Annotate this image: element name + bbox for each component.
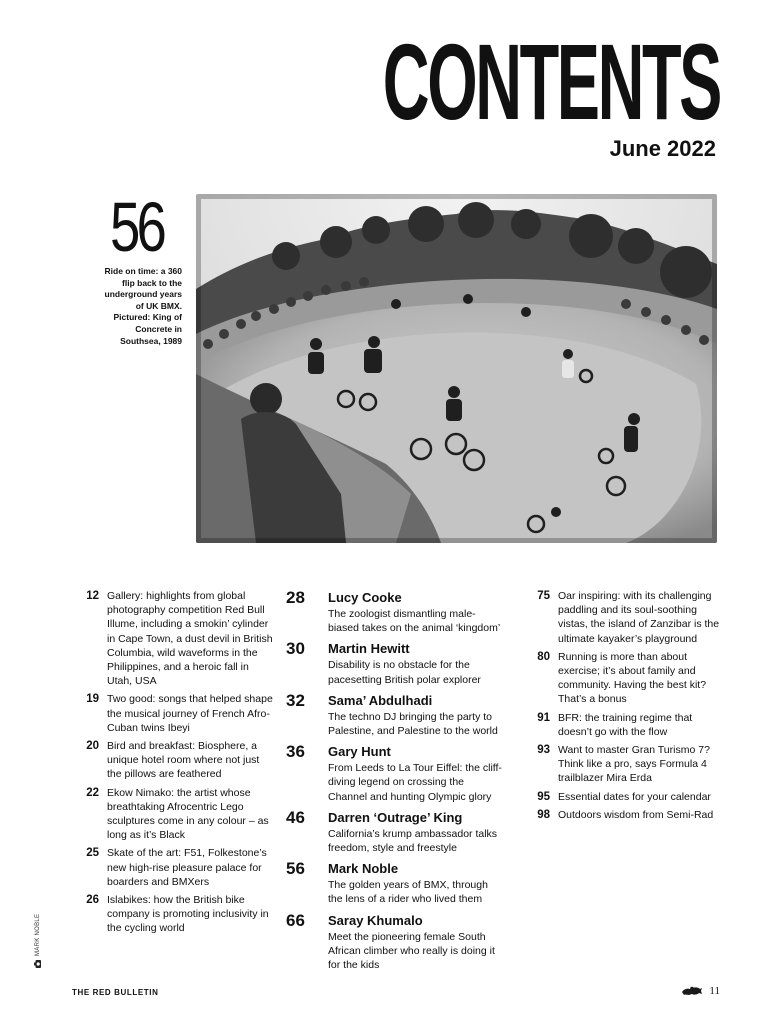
footer-page-info [681, 985, 720, 997]
page-title: CONTENTS [382, 21, 720, 142]
contents-entry[interactable] [68, 739, 274, 782]
feature-entry[interactable] [286, 860, 504, 906]
entry-text: Disability is no obstacle for the pacesetting British polar explorer [328, 659, 481, 686]
contents-entry[interactable] [68, 786, 274, 843]
entry-text: Meet the pioneering female South African climber who really is doing it for the kids [328, 930, 495, 972]
entry-text: The zoologist dismantling male-biased takes on the animal ‘kingdom’ [328, 608, 501, 635]
contents-entry[interactable] [526, 808, 726, 822]
entry-page-number: 12 [86, 590, 99, 602]
entry-page-number: 95 [537, 790, 550, 803]
feature-entry[interactable] [286, 640, 504, 686]
entry-page-number: 91 [537, 711, 550, 724]
entry-text: From Leeds to La Tour Eiffel: the cliff-diving legend on crossing the Channel and hunting Olympic glory [328, 762, 502, 803]
feature-entry[interactable] [286, 912, 504, 973]
feature-photo [196, 194, 717, 543]
entry-text: Ekow Nimako: the artist whose breathtaking Afrocentric Lego sculptures come in any colour – as long as it’s Black [107, 786, 269, 842]
entry-page-number: 75 [537, 590, 550, 602]
feature-entry[interactable] [286, 589, 504, 635]
entry-name: Saray Khumalo [328, 912, 423, 928]
entry-text: Outdoors wisdom from Semi-Rad [558, 808, 714, 821]
entry-page-number: 22 [86, 786, 99, 799]
camera-icon [34, 960, 41, 968]
entry-page-number: 36 [286, 742, 305, 762]
entry-page-number: 93 [537, 744, 550, 757]
contents-entry[interactable] [526, 790, 726, 804]
feature-entry[interactable] [286, 809, 504, 855]
issue-date: June 2022 [609, 136, 716, 161]
entry-text: Gallery: highlights from global photography competition Red Bull Illume, including a smokin’ cylinder in Cape Town, a dust devil in British Columbia, wild waveforms in the Philippines, and a heroic fall in Utah, USA [107, 590, 273, 688]
contents-entry[interactable] [68, 893, 274, 936]
photo-credit-text: MARK NOBLE [34, 913, 41, 956]
entry-page-number: 80 [537, 650, 550, 663]
feature-page-number: 56 [110, 188, 163, 266]
entry-text: BFR: the training regime that doesn’t go with the flow [558, 711, 693, 738]
entry-page-number: 25 [86, 847, 99, 860]
entry-page-number: 30 [286, 639, 305, 659]
contents-column-3 [526, 589, 726, 826]
entry-name: Darren ‘Outrage’ King [328, 809, 463, 825]
entry-text: Running is more than about exercise; it’s about family and community. Having the best kit? That’s a bonus [558, 650, 707, 706]
entry-name: Mark Noble [328, 861, 399, 877]
entry-text: Two good: songs that helped shape the musical journey of French Afro-Cuban twins Ibeyi [107, 693, 273, 734]
entry-page-number: 46 [286, 807, 305, 827]
entry-text: The techno DJ bringing the party to Palestine, and Palestine to the world [328, 710, 498, 738]
contents-column-2 [286, 589, 504, 977]
contents-entry[interactable] [68, 846, 274, 889]
entry-name: Gary Hunt [328, 744, 391, 760]
magazine-brand: THE RED BULLETIN [72, 988, 159, 997]
entry-text: California’s krump ambassador talks freedom, style and freestyle [328, 827, 498, 855]
entry-text: Skate of the art: F51, Folkestone’s new high-rise pleasure palace for boarders and BMXers [107, 847, 267, 888]
photo-credit-inner [34, 914, 41, 968]
entry-page-number: 26 [86, 894, 99, 907]
entry-text: The golden years of BMX, through the lens of a rider who lived them [328, 879, 488, 906]
entry-text: Bird and breakfast: Biosphere, a unique hotel room where not just the pillows are feathered [107, 740, 260, 781]
contents-column-1 [68, 589, 274, 940]
entry-name: Sama’ Abdulhadi [328, 692, 433, 708]
contents-entry[interactable] [68, 589, 274, 688]
entry-page-number: 28 [286, 588, 305, 607]
entry-name: Martin Hewitt [328, 641, 410, 657]
entry-page-number: 98 [537, 808, 550, 821]
entry-page-number: 32 [286, 690, 305, 710]
photo-credit [34, 913, 44, 1028]
entry-text: Oar inspiring: with its challenging paddling and its soul-soothing vistas, the island of Zanzibar is the ultimate kayaker’s playground [558, 590, 720, 645]
entry-text: Essential dates for your calendar [558, 790, 711, 803]
feature-caption: Ride on time: a 360 flip back to the underground years of UK BMX. Pictured: King of Concrete in Southsea, 1989 [104, 266, 182, 346]
entry-page-number: 66 [286, 910, 305, 930]
entry-page-number: 19 [86, 693, 99, 706]
feature-entry[interactable] [286, 743, 504, 804]
contents-entry[interactable] [526, 743, 726, 786]
entry-page-number: 20 [86, 740, 99, 753]
entry-name: Lucy Cooke [328, 590, 402, 605]
red-bull-icon [681, 985, 703, 997]
feature-entry[interactable] [286, 692, 504, 738]
contents-entry[interactable] [68, 692, 274, 735]
entry-text: Want to master Gran Turismo 7? Think like a pro, says Formula 4 trailblazer Mira Erda [558, 744, 710, 785]
contents-entry[interactable] [526, 711, 726, 739]
entry-text: Islabikes: how the British bike company is promoting inclusivity in the cycling world [107, 894, 269, 935]
page-number: 11 [709, 985, 720, 997]
entry-page-number: 56 [286, 859, 305, 879]
contents-entry[interactable] [526, 589, 726, 646]
contents-entry[interactable] [526, 650, 726, 707]
